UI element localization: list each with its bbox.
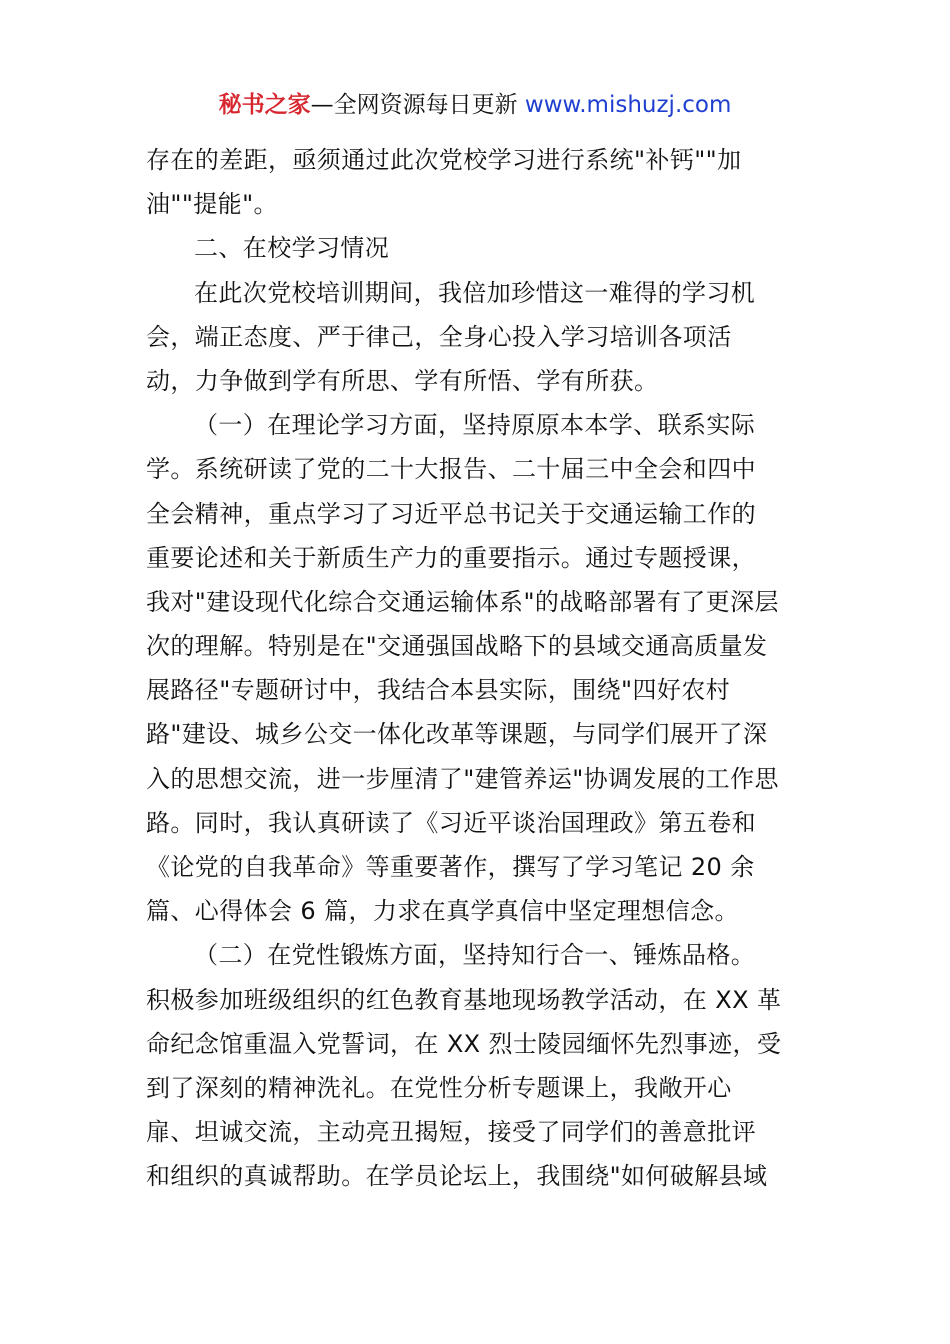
- text-line: 在此次党校培训期间，我倍加珍惜这一难得的学习机: [194, 278, 756, 307]
- text-line: 存在的差距，亟须通过此次党校学习进行系统"补钙""加: [146, 146, 742, 174]
- header-tagline: —全网资源每日更新: [310, 92, 518, 118]
- section-heading: 二、在校学习情况: [194, 234, 390, 263]
- text-line: 路"建设、城乡公交一体化改革等课题，与同学们展开了深: [146, 720, 768, 749]
- text-line: 全会精神，重点学习了习近平总书记关于交通运输工作的: [146, 499, 756, 528]
- text-line: 重要论述和关于新质生产力的重要指示。通过专题授课，: [146, 543, 756, 572]
- subsection-heading: （一）在理论学习方面，坚持原原本本学、联系实际: [194, 411, 756, 440]
- text-line: 我对"建设现代化综合交通运输体系"的战略部署有了更深层: [146, 587, 779, 616]
- text-line: 动，力争做到学有所思、学有所悟、学有所获。: [146, 366, 659, 395]
- text-line: 扉、坦诚交流，主动亮丑揭短，接受了同学们的善意批评: [146, 1118, 756, 1147]
- page-header: [0, 88, 950, 122]
- text-line: 到了深刻的精神洗礼。在党性分析专题课上，我敞开心: [146, 1073, 732, 1102]
- subsection-heading: （二）在党性锻炼方面，坚持知行合一、锤炼品格。: [194, 941, 756, 970]
- text-line: 命纪念馆重温入党誓词，在 XX 烈士陵园缅怀先烈事迹，受: [146, 1029, 782, 1058]
- text-line: 积极参加班级组织的红色教育基地现场教学活动，在 XX 革: [146, 985, 782, 1014]
- brand-name: 秘书之家: [218, 92, 311, 118]
- text-line: 展路径"专题研讨中，我结合本县实际，围绕"四好农村: [146, 676, 731, 705]
- text-line: 《论党的自我革命》等重要著作，撰写了学习笔记 20 余: [146, 853, 755, 881]
- text-line: 和组织的真诚帮助。在学员论坛上，我围绕"如何破解县域: [146, 1162, 768, 1191]
- text-line: 油""提能"。: [146, 190, 278, 219]
- document-body: [146, 138, 811, 1199]
- text-line: 路。同时，我认真研读了《习近平谈治国理政》第五卷和: [146, 808, 756, 837]
- text-line: 入的思想交流，进一步厘清了"建管养运"协调发展的工作思: [146, 764, 779, 793]
- website-link[interactable]: www.mishuzj.com: [524, 92, 732, 118]
- text-line: 学。系统研读了党的二十大报告、二十届三中全会和四中: [146, 455, 756, 484]
- text-line: 次的理解。特别是在"交通强国战略下的县域交通高质量发: [146, 632, 768, 661]
- text-line: 会，端正态度、严于律己，全身心投入学习培训各项活: [146, 322, 732, 351]
- text-line: 篇、心得体会 6 篇，力求在真学真信中坚定理想信念。: [146, 897, 739, 926]
